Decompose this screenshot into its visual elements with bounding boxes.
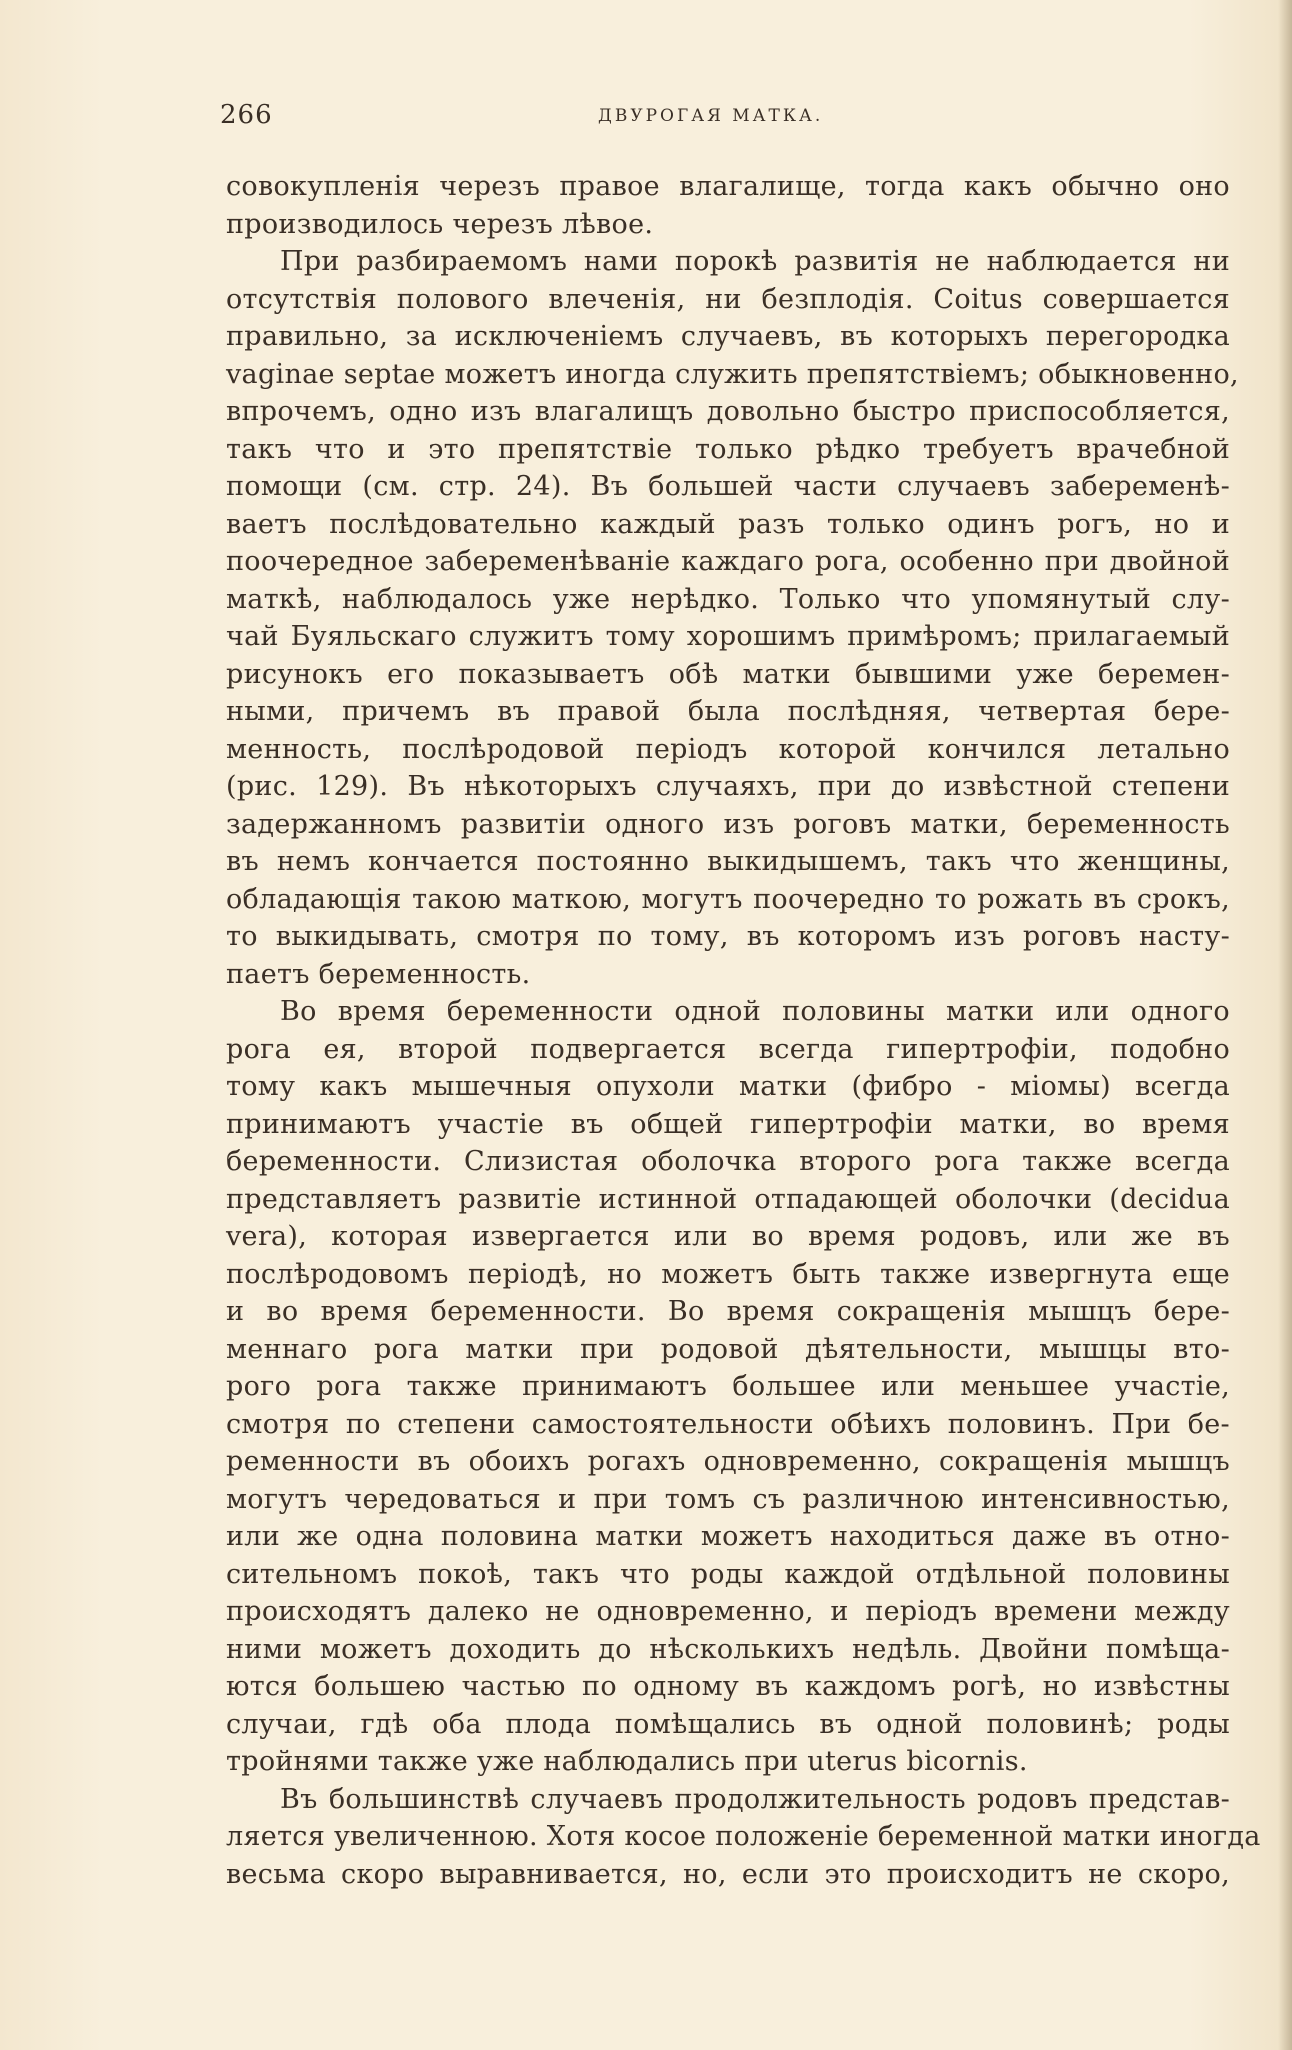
running-head: ДВУРОГАЯ МАТКА. xyxy=(598,106,824,126)
text-line: производилось черезъ лѣвое. xyxy=(226,208,654,240)
text-line: ременности въ обоихъ рогахъ одновременно, сокращенія мышцъ xyxy=(226,1446,1230,1477)
text-line: представляетъ развитіе истинной отпадающей оболочки (decidua xyxy=(226,1183,1230,1215)
text-line: правильно, за исключеніемъ случаевъ, въ которыхъ перегородка xyxy=(226,321,1230,352)
text-line: Въ большинствѣ случаевъ продолжительность родовъ представ- xyxy=(280,1783,1230,1815)
page-header xyxy=(220,100,1230,140)
page-number: 266 xyxy=(220,100,273,130)
text-line: или же одна половина матки можетъ находиться даже въ отно- xyxy=(226,1521,1230,1552)
text-line: ются большею частью по одному въ каждомъ рогѣ, но извѣстны xyxy=(226,1671,1230,1702)
text-line: паетъ беременность. xyxy=(226,958,531,990)
text-line: и во время беременности. Во время сокращенія мышцъ бере- xyxy=(226,1296,1230,1327)
text-line: сительномъ покоѣ, такъ что роды каждой отдѣльной половины xyxy=(226,1558,1230,1590)
text-line: vaginae septae можетъ иногда служить препятствіемъ; обыкновенно, xyxy=(226,358,1239,390)
body-text xyxy=(226,168,1261,1893)
text-line: vera), которая извергается или во время родовъ, или же въ xyxy=(226,1221,1230,1252)
text-line: тому какъ мышечныя опухоли матки (фибро - міомы) всегда xyxy=(226,1071,1230,1102)
text-line: то выкидывать, смотря по тому, въ которомъ изъ роговъ насту- xyxy=(226,921,1230,952)
text-line: поочередное забеременѣваніе каждаго рога, особенно при двойной xyxy=(226,546,1230,577)
text-line: рого рога также принимаютъ большее или меньшее участіе, xyxy=(226,1371,1230,1402)
text-line: менность, послѣродовой періодъ которой кончился летально xyxy=(226,733,1230,765)
text-line: впрочемъ, одно изъ влагалищъ довольно быстро приспособляется, xyxy=(226,396,1230,427)
text-line: такъ что и это препятствіе только рѣдко требуетъ врачебной xyxy=(226,433,1230,465)
text-line: совокупленія черезъ правое влагалище, тогда какъ обычно оно xyxy=(226,171,1230,202)
text-line: случаи, гдѣ оба плода помѣщались въ одной половинѣ; роды xyxy=(226,1708,1230,1740)
text-line: обладающія такою маткою, могутъ поочередно то рожать въ срокъ, xyxy=(226,883,1230,915)
text-line: ними можетъ доходить до нѣсколькихъ недѣль. Двойни помѣща- xyxy=(226,1633,1230,1665)
text-line: маткѣ, наблюдалось уже нерѣдко. Только что упомянутый слу- xyxy=(226,583,1230,615)
text-line: могутъ чередоваться и при томъ съ различною интенсивностью, xyxy=(226,1483,1230,1515)
text-line: помощи (см. стр. 24). Въ большей части случаевъ забеременѣ- xyxy=(226,471,1230,502)
text-line: задержанномъ развитіи одного изъ роговъ матки, беременность xyxy=(226,808,1230,840)
text-line: меннаго рога матки при родовой дѣятельности, мышцы вто- xyxy=(226,1333,1230,1365)
text-line: въ немъ кончается постоянно выкидышемъ, такъ что женщины, xyxy=(226,846,1230,877)
text-line: чай Буяльскаго служитъ тому хорошимъ примѣромъ; прилагаемый xyxy=(226,621,1230,652)
text-line: весьма скоро выравнивается, но, если это происходитъ не скоро, xyxy=(226,1858,1230,1890)
text-line: принимаютъ участіе въ общей гипертрофіи матки, во время xyxy=(226,1108,1230,1140)
text-line: рисунокъ его показываетъ обѣ матки бывшими уже беремен- xyxy=(226,658,1230,690)
text-line: беременности. Слизистая оболочка второго рога также всегда xyxy=(226,1146,1230,1177)
text-line: ными, причемъ въ правой была послѣдняя, четвертая бере- xyxy=(226,696,1230,727)
text-line: послѣродовомъ періодѣ, но можетъ быть также извергнута еще xyxy=(226,1258,1230,1290)
text-line: ляется увеличенною. Хотя косое положеніе беременной матки иногда xyxy=(226,1821,1261,1852)
text-line: тройнями также уже наблюдались при uterus bicornis. xyxy=(226,1746,1028,1777)
text-line: ваетъ послѣдовательно каждый разъ только одинъ рогъ, но и xyxy=(226,508,1230,540)
text-line: происходятъ далеко не одновременно, и періодъ времени между xyxy=(226,1596,1230,1627)
text-line: рога ея, второй подвергается всегда гипертрофіи, подобно xyxy=(226,1033,1230,1065)
text-line: смотря по степени самостоятельности обѣихъ половинъ. При бе- xyxy=(226,1408,1230,1440)
page-edge-shadow xyxy=(1278,0,1292,2050)
text-line: Во время беременности одной половины матки или одного xyxy=(280,996,1230,1027)
text-line: При разбираемомъ нами порокѣ развитія не наблюдается ни xyxy=(280,246,1230,277)
text-line: (рис. 129). Въ нѣкоторыхъ случаяхъ, при до извѣстной степени xyxy=(226,771,1230,802)
text-line: отсутствія полового влеченія, ни безплодія. Coitus совершается xyxy=(226,283,1230,315)
